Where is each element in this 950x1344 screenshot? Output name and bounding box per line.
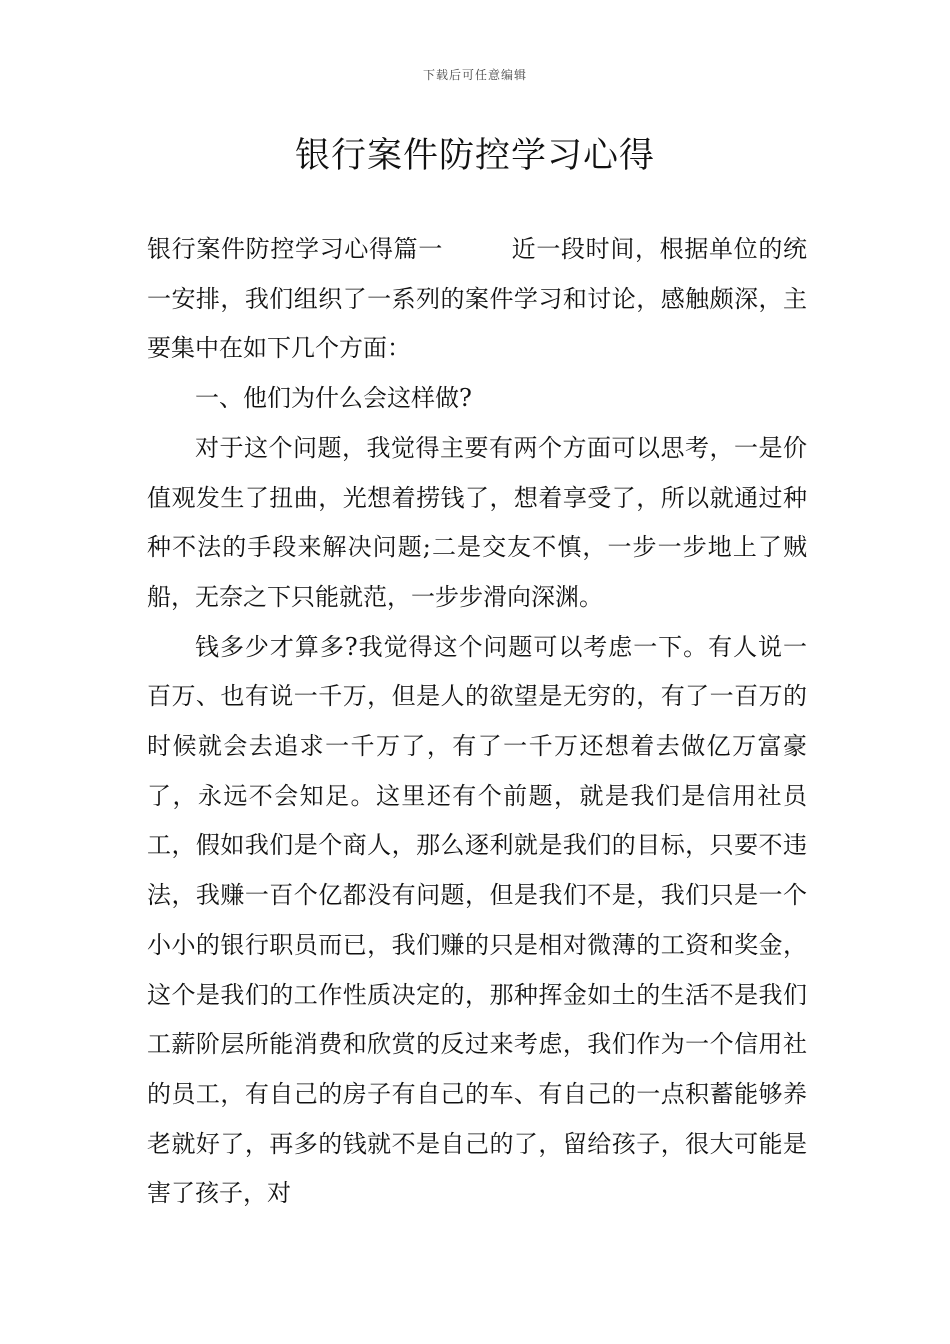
section-heading: 一、他们为什么会这样做? [195, 384, 472, 413]
intro-paragraph [147, 225, 807, 374]
intro-lead: 银行案件防控学习心得篇一 [147, 235, 443, 263]
body-paragraph-2: 钱多少才算多?我觉得这个问题可以考虑一下。有人说一百万、也有说一千万，但是人的欲望是无穷的，有了一百万的时候就会去追求一千万了，有了一千万还想着去做亿万富豪了，永远不会知足。这里还有个前题，就是我们是信用社员工，假如我们是个商人，那么逐利就是我们的目标，只要不违法，我赚一百个亿都没有问题，但是我们不是，我们只是一个小小的银行职员而已，我们赚的只是相对微薄的工资和奖金，这个是我们的工作性质决定的，那种挥金如土的生活不是我们工薪阶层所能消费和欣赏的反过来考虑，我们作为一个信用社的员工，有自己的房子有自己的车、有自己的一点积蓄能够养老就好了，再多的钱就不是自己的了，留给孩子，很大可能是害了孩子，对 [147, 632, 807, 1208]
document-body [147, 225, 807, 1219]
header-note: 下载后可任意编辑 [422, 68, 527, 82]
intro-text: 近一段时间，根据单位的统一安排，我们组织了一系列的案件学习和讨论，感触颇深，主要集中在如下几个方面： [147, 235, 807, 363]
document-title: 银行案件防控学习心得 [294, 136, 655, 176]
body-paragraph-1: 对于这个问题，我觉得主要有两个方面可以思考，一是价值观发生了扭曲，光想着捞钱了，想着享受了，所以就通过种种不法的手段来解决问题;二是交友不慎，一步一步地上了贼船，无奈之下只能就范，一步步滑向深渊。 [147, 433, 807, 611]
